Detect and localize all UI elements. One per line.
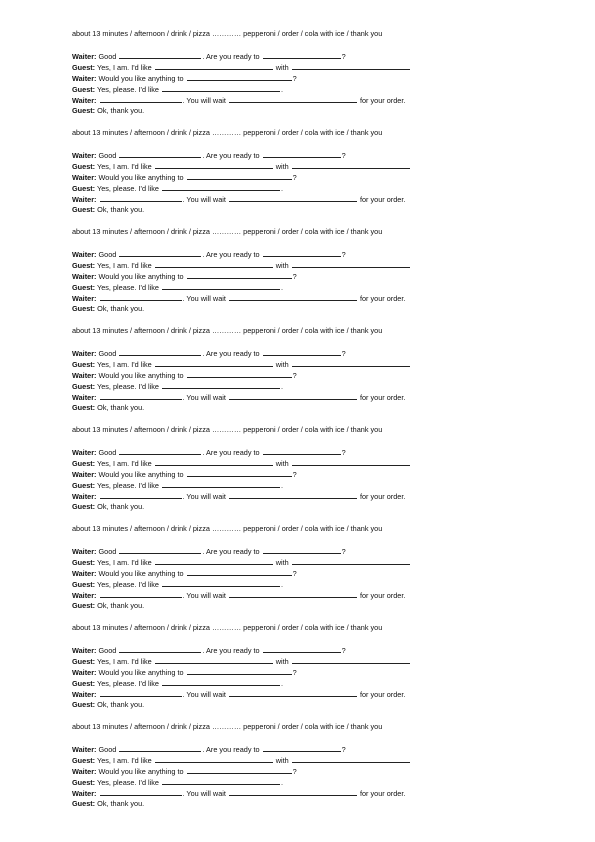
speaker-label: Guest:	[72, 205, 96, 214]
speaker-label: Waiter:	[72, 646, 97, 655]
waiter-line-1: Waiter: Good . Are you ready to ?	[72, 349, 346, 358]
speaker-label: Guest:	[72, 756, 96, 765]
answer-blank[interactable]	[229, 788, 357, 796]
speaker-label: Waiter:	[72, 195, 97, 204]
speaker-label: Waiter:	[72, 690, 97, 699]
speaker-label: Waiter:	[72, 789, 97, 798]
speaker-label: Waiter:	[72, 591, 97, 600]
speaker-label: Guest:	[72, 679, 96, 688]
speaker-label: Guest:	[72, 558, 96, 567]
guest-line-1: Guest: Yes, I am. I'd like with	[72, 62, 411, 72]
waiter-line-1: Waiter: Good . Are you ready to ?	[72, 448, 346, 457]
guest-line-2: Guest: Yes, please. I'd like .	[72, 184, 284, 193]
answer-blank[interactable]	[292, 755, 410, 763]
answer-blank[interactable]	[292, 656, 410, 664]
waiter-line-2: Waiter: Would you like anything to ?	[72, 668, 297, 677]
answer-blank[interactable]	[100, 788, 182, 796]
word-bank: about 13 minutes / afternoon / drink / pizza ………… pepperoni / order / cola with ice / thank you	[72, 623, 383, 632]
answer-blank[interactable]	[292, 161, 410, 169]
speaker-label: Guest:	[72, 63, 96, 72]
answer-blank[interactable]	[162, 84, 280, 92]
guest-line-3: Guest: Ok, thank you.	[72, 304, 145, 313]
speaker-label: Guest:	[72, 778, 96, 787]
guest-line-1: Guest: Yes, I am. I'd like with	[72, 359, 411, 369]
answer-blank[interactable]	[100, 392, 182, 400]
guest-line-2: Guest: Yes, please. I'd like .	[72, 778, 284, 787]
speaker-label: Guest:	[72, 459, 96, 468]
speaker-label: Guest:	[72, 403, 96, 412]
answer-blank[interactable]	[162, 678, 280, 686]
answer-blank[interactable]	[162, 282, 280, 290]
speaker-label: Waiter:	[72, 96, 97, 105]
speaker-label: Waiter:	[72, 371, 97, 380]
waiter-line-2: Waiter: Would you like anything to ?	[72, 767, 297, 776]
speaker-label: Waiter:	[72, 492, 97, 501]
waiter-line-3: Waiter: . You will wait for your order.	[72, 492, 406, 501]
answer-blank[interactable]	[263, 447, 341, 455]
answer-blank[interactable]	[155, 557, 273, 565]
answer-blank[interactable]	[229, 689, 357, 697]
answer-blank[interactable]	[155, 62, 273, 70]
speaker-label: Waiter:	[72, 668, 97, 677]
speaker-label: Waiter:	[72, 52, 97, 61]
speaker-label: Waiter:	[72, 250, 97, 259]
guest-line-2: Guest: Yes, please. I'd like .	[72, 481, 284, 490]
guest-line-1: Guest: Yes, I am. I'd like with	[72, 161, 411, 171]
answer-blank[interactable]	[187, 568, 292, 576]
speaker-label: Waiter:	[72, 349, 97, 358]
answer-blank[interactable]	[187, 370, 292, 378]
answer-blank[interactable]	[229, 392, 357, 400]
answer-blank[interactable]	[187, 172, 292, 180]
speaker-label: Guest:	[72, 700, 96, 709]
waiter-line-3: Waiter: . You will wait for your order.	[72, 195, 406, 204]
answer-blank[interactable]	[100, 590, 182, 598]
guest-line-1: Guest: Yes, I am. I'd like with	[72, 260, 411, 270]
waiter-line-2: Waiter: Would you like anything to ?	[72, 569, 297, 578]
speaker-label: Waiter:	[72, 470, 97, 479]
guest-line-2: Guest: Yes, please. I'd like .	[72, 85, 284, 94]
guest-line-1: Guest: Yes, I am. I'd like with	[72, 755, 411, 765]
word-bank: about 13 minutes / afternoon / drink / pizza ………… pepperoni / order / cola with ice / thank you	[72, 425, 383, 434]
guest-line-3: Guest: Ok, thank you.	[72, 799, 145, 808]
speaker-label: Waiter:	[72, 448, 97, 457]
answer-blank[interactable]	[187, 271, 292, 279]
answer-blank[interactable]	[187, 73, 292, 81]
word-bank: about 13 minutes / afternoon / drink / pizza ………… pepperoni / order / cola with ice / thank you	[72, 722, 383, 731]
answer-blank[interactable]	[162, 579, 280, 587]
answer-blank[interactable]	[292, 62, 410, 70]
answer-blank[interactable]	[155, 161, 273, 169]
waiter-line-3: Waiter: . You will wait for your order.	[72, 294, 406, 303]
answer-blank[interactable]	[292, 359, 410, 367]
answer-blank[interactable]	[162, 183, 280, 191]
answer-blank[interactable]	[155, 359, 273, 367]
guest-line-2: Guest: Yes, please. I'd like .	[72, 679, 284, 688]
waiter-line-2: Waiter: Would you like anything to ?	[72, 74, 297, 83]
speaker-label: Guest:	[72, 657, 96, 666]
guest-line-2: Guest: Yes, please. I'd like .	[72, 283, 284, 292]
word-bank: about 13 minutes / afternoon / drink / pizza ………… pepperoni / order / cola with ice / thank you	[72, 29, 383, 38]
answer-blank[interactable]	[263, 51, 341, 59]
answer-blank[interactable]	[100, 491, 182, 499]
answer-blank[interactable]	[292, 260, 410, 268]
speaker-label: Guest:	[72, 261, 96, 270]
guest-line-3: Guest: Ok, thank you.	[72, 106, 145, 115]
answer-blank[interactable]	[263, 645, 341, 653]
answer-blank[interactable]	[155, 656, 273, 664]
answer-blank[interactable]	[119, 447, 201, 455]
answer-blank[interactable]	[229, 194, 357, 202]
word-bank: about 13 minutes / afternoon / drink / pizza ………… pepperoni / order / cola with ice / thank you	[72, 128, 383, 137]
speaker-label: Guest:	[72, 382, 96, 391]
answer-blank[interactable]	[263, 744, 341, 752]
guest-line-1: Guest: Yes, I am. I'd like with	[72, 656, 411, 666]
waiter-line-3: Waiter: . You will wait for your order.	[72, 690, 406, 699]
waiter-line-3: Waiter: . You will wait for your order.	[72, 393, 406, 402]
speaker-label: Guest:	[72, 502, 96, 511]
answer-blank[interactable]	[119, 744, 201, 752]
answer-blank[interactable]	[229, 590, 357, 598]
guest-line-1: Guest: Yes, I am. I'd like with	[72, 458, 411, 468]
speaker-label: Waiter:	[72, 74, 97, 83]
answer-blank[interactable]	[187, 766, 292, 774]
waiter-line-1: Waiter: Good . Are you ready to ?	[72, 52, 346, 61]
answer-blank[interactable]	[263, 546, 341, 554]
waiter-line-2: Waiter: Would you like anything to ?	[72, 272, 297, 281]
answer-blank[interactable]	[162, 480, 280, 488]
answer-blank[interactable]	[119, 150, 201, 158]
waiter-line-2: Waiter: Would you like anything to ?	[72, 371, 297, 380]
speaker-label: Waiter:	[72, 272, 97, 281]
answer-blank[interactable]	[119, 348, 201, 356]
waiter-line-1: Waiter: Good . Are you ready to ?	[72, 250, 346, 259]
waiter-line-3: Waiter: . You will wait for your order.	[72, 789, 406, 798]
answer-blank[interactable]	[100, 95, 182, 103]
speaker-label: Guest:	[72, 184, 96, 193]
answer-blank[interactable]	[292, 557, 410, 565]
answer-blank[interactable]	[229, 491, 357, 499]
answer-blank[interactable]	[155, 755, 273, 763]
speaker-label: Waiter:	[72, 767, 97, 776]
speaker-label: Guest:	[72, 106, 96, 115]
speaker-label: Waiter:	[72, 151, 97, 160]
answer-blank[interactable]	[155, 458, 273, 466]
guest-line-2: Guest: Yes, please. I'd like .	[72, 580, 284, 589]
answer-blank[interactable]	[100, 194, 182, 202]
speaker-label: Guest:	[72, 481, 96, 490]
speaker-label: Guest:	[72, 162, 96, 171]
guest-line-3: Guest: Ok, thank you.	[72, 403, 145, 412]
answer-blank[interactable]	[162, 381, 280, 389]
waiter-line-1: Waiter: Good . Are you ready to ?	[72, 646, 346, 655]
waiter-line-2: Waiter: Would you like anything to ?	[72, 173, 297, 182]
waiter-line-3: Waiter: . You will wait for your order.	[72, 96, 406, 105]
speaker-label: Waiter:	[72, 569, 97, 578]
word-bank: about 13 minutes / afternoon / drink / pizza ………… pepperoni / order / cola with ice / thank you	[72, 326, 383, 335]
guest-line-3: Guest: Ok, thank you.	[72, 205, 145, 214]
answer-blank[interactable]	[119, 51, 201, 59]
speaker-label: Waiter:	[72, 393, 97, 402]
speaker-label: Waiter:	[72, 294, 97, 303]
guest-line-2: Guest: Yes, please. I'd like .	[72, 382, 284, 391]
speaker-label: Waiter:	[72, 745, 97, 754]
guest-line-1: Guest: Yes, I am. I'd like with	[72, 557, 411, 567]
guest-line-3: Guest: Ok, thank you.	[72, 601, 145, 610]
waiter-line-3: Waiter: . You will wait for your order.	[72, 591, 406, 600]
word-bank: about 13 minutes / afternoon / drink / pizza ………… pepperoni / order / cola with ice / thank you	[72, 524, 383, 533]
word-bank: about 13 minutes / afternoon / drink / pizza ………… pepperoni / order / cola with ice / thank you	[72, 227, 383, 236]
answer-blank[interactable]	[263, 249, 341, 257]
waiter-line-2: Waiter: Would you like anything to ?	[72, 470, 297, 479]
speaker-label: Waiter:	[72, 173, 97, 182]
speaker-label: Guest:	[72, 85, 96, 94]
answer-blank[interactable]	[155, 260, 273, 268]
speaker-label: Guest:	[72, 799, 96, 808]
answer-blank[interactable]	[162, 777, 280, 785]
answer-blank[interactable]	[187, 667, 292, 675]
answer-blank[interactable]	[263, 348, 341, 356]
waiter-line-1: Waiter: Good . Are you ready to ?	[72, 745, 346, 754]
guest-line-3: Guest: Ok, thank you.	[72, 700, 145, 709]
speaker-label: Guest:	[72, 580, 96, 589]
speaker-label: Guest:	[72, 304, 96, 313]
guest-line-3: Guest: Ok, thank you.	[72, 502, 145, 511]
speaker-label: Guest:	[72, 283, 96, 292]
speaker-label: Guest:	[72, 360, 96, 369]
waiter-line-1: Waiter: Good . Are you ready to ?	[72, 547, 346, 556]
speaker-label: Waiter:	[72, 547, 97, 556]
answer-blank[interactable]	[229, 293, 357, 301]
answer-blank[interactable]	[100, 689, 182, 697]
answer-blank[interactable]	[119, 249, 201, 257]
answer-blank[interactable]	[292, 458, 410, 466]
answer-blank[interactable]	[187, 469, 292, 477]
answer-blank[interactable]	[119, 645, 201, 653]
answer-blank[interactable]	[119, 546, 201, 554]
waiter-line-1: Waiter: Good . Are you ready to ?	[72, 151, 346, 160]
answer-blank[interactable]	[229, 95, 357, 103]
answer-blank[interactable]	[100, 293, 182, 301]
answer-blank[interactable]	[263, 150, 341, 158]
speaker-label: Guest:	[72, 601, 96, 610]
